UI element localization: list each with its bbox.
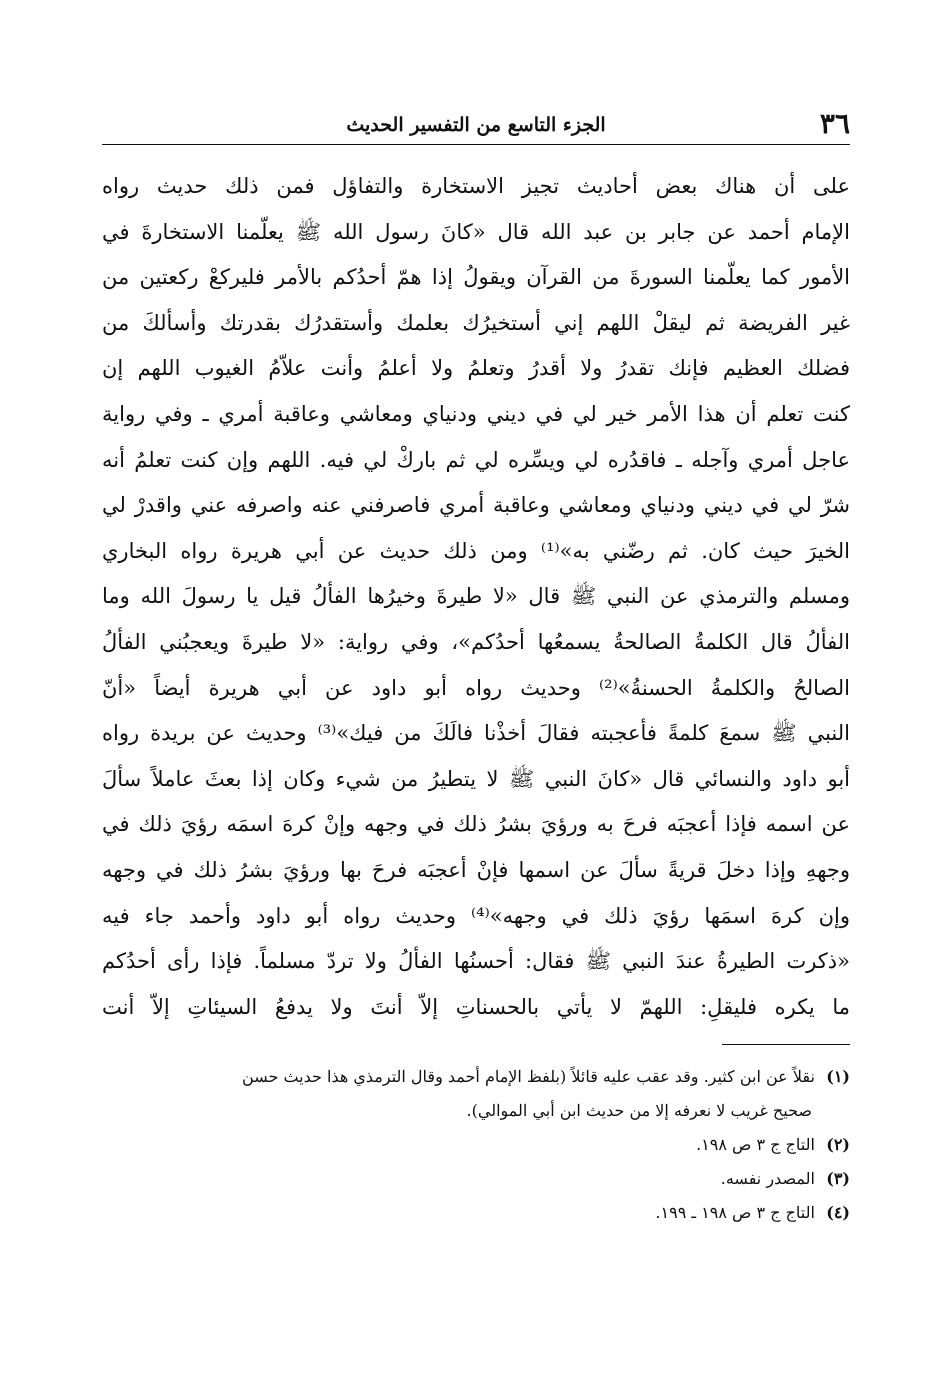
- footnote-text: التاج ج ٣ ص ١٩٨.: [696, 1135, 815, 1154]
- footnote-text: نقلاً عن ابن كثير. وقد عقب عليه قائلاً (بلفظ الإمام أحمد وقال الترمذي هذا حديث حسن: [242, 1067, 815, 1086]
- footnote-1-continuation: صحيح غريب لا نعرفه إلا من حديث ابن أبي الموالي).: [466, 1101, 812, 1120]
- page-header: [102, 104, 850, 144]
- text-line: ومسلم والترمذي عن النبي ﷺ قال «لا طيرةَ وخيرُها الفألُ قيل يا رسولَ الله وما: [102, 584, 850, 609]
- footnote-mark: (٤): [826, 1203, 850, 1222]
- footnote-mark: (٣): [826, 1169, 850, 1188]
- text-line: الفألُ قال الكلمةُ الصالحةُ يسمعُها أحدُكم»، وفي رواية: «لا طيرةَ ويعجبُني الفألُ: [102, 629, 850, 654]
- text-line: كنت تعلم أن هذا الأمر خير لي في ديني ودنياي ومعاشي وعاقبة أمري ـ وفي رواية: [102, 401, 850, 426]
- text-line: «ذكرت الطيرةُ عندَ النبي ﷺ فقال: أحسنُها الفألُ ولا تردّ مسلماً. فإذا رأى أحدُكم: [102, 949, 850, 974]
- text-line: عن اسمه فإذا أعجبَه فرحَ به ورؤيَ بشرُ ذلك في وجهه وإنْ كرهَ اسمَه رؤيَ ذلك في: [102, 812, 850, 837]
- text-line: ما يكره فليقلِ: اللهمّ لا يأتي بالحسناتِ إلاّ أنتَ ولا يدفعُ السيئاتِ إلاّ أنت: [102, 994, 850, 1019]
- text-line: غير الفريضة ثم ليقلْ اللهم إني أستخيرُك بعلمك وأستقدرُك بقدرتك وأسألكَ من: [102, 310, 850, 335]
- text-line: النبي ﷺ سمعَ كلمةً فأعجبته فقالَ أخذْنا فالَكَ من فيك»⁽³⁾ وحديث عن بريدة رواه: [102, 721, 850, 746]
- text-line: عاجل أمري وآجله ـ فاقدُره لي ويسِّره لي ثم باركْ لي فيه. اللهم وإن كنت تعلمُ أنه: [102, 447, 850, 472]
- text-line: فضلك العظيم فإنك تقدرُ ولا أقدرُ وتعلمُ ولا أعلمُ وأنت علاّمُ الغيوب اللهم إن: [102, 356, 850, 381]
- footnote-mark: (١): [826, 1067, 850, 1086]
- footnote-2: [102, 1128, 850, 1162]
- page-number: ٣٦: [819, 107, 850, 140]
- footnote-1: [102, 1060, 850, 1094]
- text-line: على أن هناك بعض أحاديث تجيز الاستخارة والتفاؤل فمن ذلك حديث رواه: [102, 174, 850, 198]
- text-line: وإن كرهَ اسمَها رؤيَ ذلك في وجهه»⁽⁴⁾ وحديث رواه أبو داود وأحمد جاء فيه: [102, 903, 850, 928]
- footnote-text: التاج ج ٣ ص ١٩٨ ـ ١٩٩.: [655, 1203, 815, 1222]
- footnote-divider: [722, 1044, 850, 1045]
- footnote-text: المصدر نفسه.: [720, 1169, 815, 1188]
- footnote-4: [102, 1196, 850, 1230]
- text-line: الخيرَ حيث كان. ثم رضّني به»⁽¹⁾ ومن ذلك حديث عن أبي هريرة رواه البخاري: [102, 538, 850, 563]
- footnote-mark: (٢): [826, 1135, 850, 1154]
- text-line: الإمام أحمد عن جابر بن عبد الله قال «كانَ رسول الله ﷺ يعلّمنا الاستخارةَ في: [102, 219, 850, 244]
- text-line: الأمور كما يعلّمنا السورةَ من القرآن ويقولُ إذا همّ أحدُكم بالأمر فليركعْ ركعتين من: [102, 265, 850, 290]
- running-title: الجزء التاسع من التفسير الحديث: [346, 114, 606, 136]
- text-line: أبو داود والنسائي قال «كانَ النبي ﷺ لا يتطيرُ من شيء وكان إذا بعثَ عاملاً سألَ: [102, 766, 850, 791]
- text-line: الصالحُ والكلمةُ الحسنةُ»⁽²⁾ وحديث رواه أبو داود عن أبي هريرة أيضاً «أنّ: [102, 675, 850, 700]
- header-divider: [102, 144, 850, 145]
- text-line: وجههِ وإذا دخلَ قريةً سألَ عن اسمها فإنْ أعجبَه فرحَ بها ورؤيَ بشرُ ذلك في وجهه: [102, 857, 850, 882]
- footnotes: [102, 1060, 850, 1230]
- footnote-3: [102, 1162, 850, 1196]
- text-line: شرّ لي في ديني ودنياي ومعاشي وعاقبة أمري فاصرفني عنه واصرفه عني واقدرْ لي: [102, 493, 850, 518]
- main-text: [102, 164, 850, 1030]
